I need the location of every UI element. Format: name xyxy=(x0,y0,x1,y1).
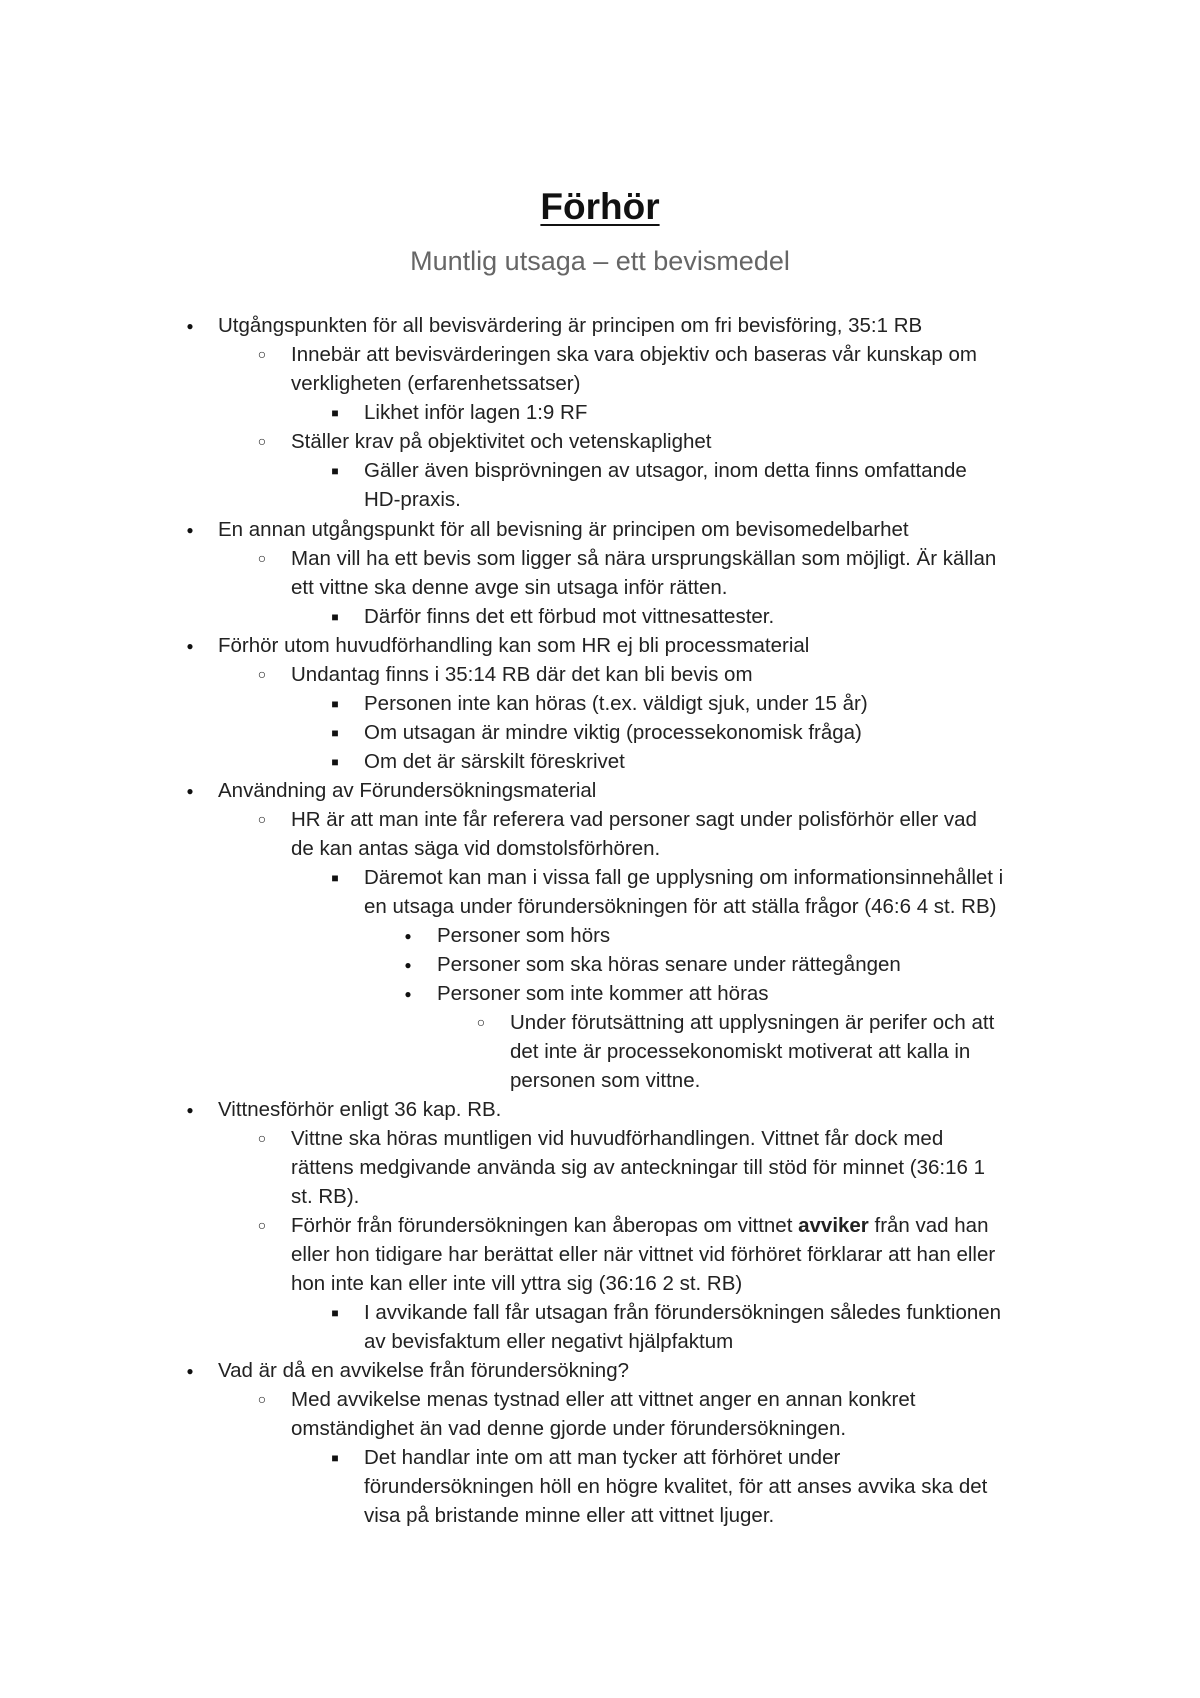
list-item: Personen inte kan höras (t.ex. väldigt sjuk, under 15 år) xyxy=(364,692,868,715)
circle-bullet-icon xyxy=(252,544,272,575)
list-item: Under förutsättning att upplysningen är perifer och att det inte är processekonomiskt motiverat att kalla in personen som vittne. xyxy=(510,1011,995,1092)
list-item: Det handlar inte om att man tycker att förhöret under förundersökningen höll en högre kvalitet, för att anses avvika ska det visa på bristande minne eller att vittnet ljuger. xyxy=(364,1446,988,1527)
list-item: Däremot kan man i vissa fall ge upplysning om informationsinnehållet i en utsaga under förundersökningen för att ställa frågor (46:6 4 st. RB) xyxy=(364,866,1004,918)
disc-bullet-icon xyxy=(180,1356,200,1388)
list-item: Om det är särskilt föreskrivet xyxy=(364,750,625,773)
disc-bullet-icon xyxy=(398,979,418,1011)
list-item: Likhet inför lagen 1:9 RF xyxy=(364,401,588,424)
disc-bullet-icon xyxy=(398,950,418,982)
circle-bullet-icon xyxy=(252,1211,272,1242)
square-bullet-icon xyxy=(325,689,345,721)
circle-bullet-icon xyxy=(252,805,272,836)
list-item: HR är att man inte får referera vad personer sagt under polisförhör eller vad de kan antas säga vid domstolsförhören. xyxy=(291,808,977,860)
list-item: En annan utgångspunkt för all bevisning är principen om bevisomedelbarhet xyxy=(218,518,909,541)
circle-bullet-icon xyxy=(252,1124,272,1155)
list-item: Personer som inte kommer att höras xyxy=(437,982,769,1005)
list-item: Innebär att bevisvärderingen ska vara objektiv och baseras vår kunskap om verkligheten (erfarenhetssatser) xyxy=(291,343,977,395)
circle-bullet-icon xyxy=(252,660,272,691)
list-item: Om utsagan är mindre viktig (processekonomisk fråga) xyxy=(364,721,862,744)
list-item: Personer som ska höras senare under rättegången xyxy=(437,953,901,976)
disc-bullet-icon xyxy=(180,776,200,808)
list-item: Vad är då en avvikelse från förundersökning? xyxy=(218,1359,630,1382)
emphasis-text: avviker xyxy=(798,1214,869,1237)
list-item: Med avvikelse menas tystnad eller att vittnet anger en annan konkret omständighet än vad denne gjorde under förundersökningen. xyxy=(291,1388,916,1440)
document-subtitle: Muntlig utsaga – ett bevismedel xyxy=(410,246,790,276)
circle-bullet-icon xyxy=(252,1385,272,1416)
list-item: Personer som hörs xyxy=(437,924,611,947)
square-bullet-icon xyxy=(325,398,345,430)
list-item: I avvikande fall får utsagan från förundersökningen således funktionen av bevisfaktum eller negativt hjälpfaktum xyxy=(364,1301,1002,1353)
list-item: Användning av Förundersökningsmaterial xyxy=(218,779,597,802)
square-bullet-icon xyxy=(325,456,345,488)
disc-bullet-icon xyxy=(180,515,200,547)
list-item: Vittnesförhör enligt 36 kap. RB. xyxy=(218,1098,502,1121)
list-item: Därför finns det ett förbud mot vittnesattester. xyxy=(364,605,775,628)
circle-bullet-icon xyxy=(252,427,272,458)
list-item: Undantag finns i 35:14 RB där det kan bli bevis om xyxy=(291,663,753,686)
list-item: Man vill ha ett bevis som ligger så nära ursprungskällan som möjligt. Är källan ett vittne ska denne avge sin utsaga inför rätten. xyxy=(291,547,997,599)
list-item: Vittne ska höras muntligen vid huvudförhandlingen. Vittnet får dock med rättens medgivande använda sig av anteckningar till stöd för minnet (36:16 1 st. RB). xyxy=(291,1127,985,1208)
list-item: Förhör utom huvudförhandling kan som HR ej bli processmaterial xyxy=(218,634,810,657)
disc-bullet-icon xyxy=(398,921,418,953)
list-item: Förhör från förundersökningen kan åberopas om vittnet avviker från vad han eller hon tidigare har berättat eller när vittnet vid förhöret förklarar att han eller hon inte kan eller inte vill yttra sig (36:16 2 st. RB) xyxy=(291,1214,996,1295)
disc-bullet-icon xyxy=(180,311,200,343)
list-item: Ställer krav på objektivitet och vetenskaplighet xyxy=(291,430,712,453)
disc-bullet-icon xyxy=(180,631,200,663)
square-bullet-icon xyxy=(325,718,345,750)
square-bullet-icon xyxy=(325,747,345,779)
square-bullet-icon xyxy=(325,1443,345,1475)
document-title: Förhör xyxy=(540,186,660,227)
square-bullet-icon xyxy=(325,602,345,634)
list-item: Utgångspunkten för all bevisvärdering är principen om fri bevisföring, 35:1 RB xyxy=(218,314,923,337)
circle-bullet-icon xyxy=(252,340,272,371)
square-bullet-icon xyxy=(325,863,345,895)
disc-bullet-icon xyxy=(180,1095,200,1127)
circle-bullet-icon xyxy=(471,1008,491,1039)
square-bullet-icon xyxy=(325,1298,345,1330)
list-item: Gäller även bisprövningen av utsagor, inom detta finns omfattande HD-praxis. xyxy=(364,459,967,511)
